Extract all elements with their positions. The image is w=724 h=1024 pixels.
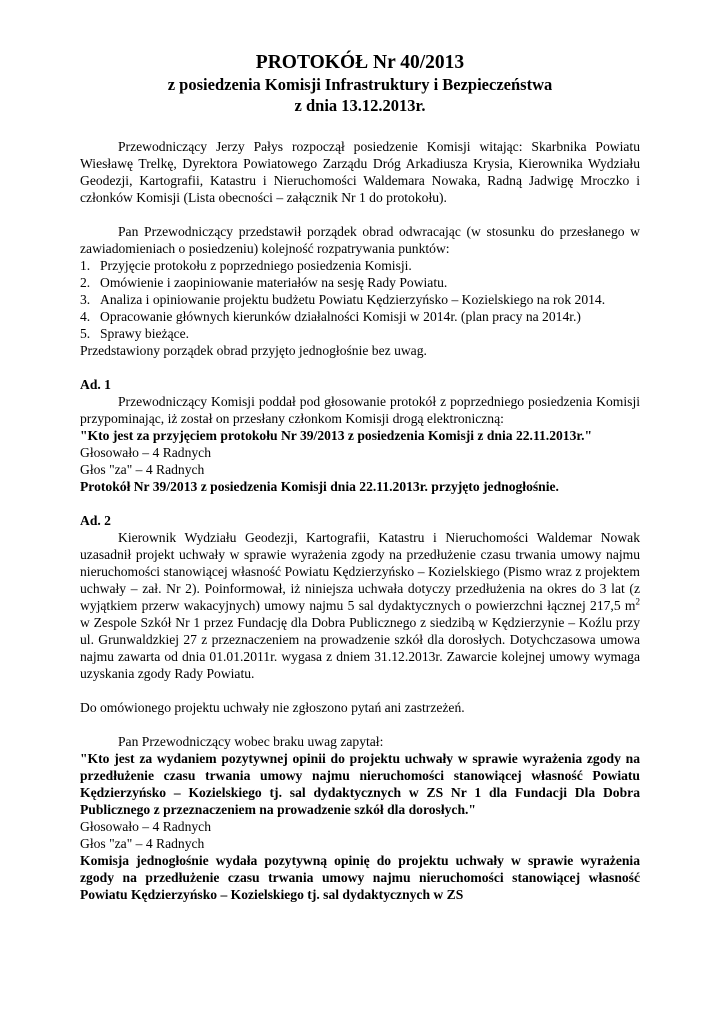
page-date: z dnia 13.12.2013r. <box>294 96 426 115</box>
intro-paragraph: Przewodniczący Jerzy Pałys rozpoczął posiedzenie Komisji witając: Skarbnika Powiatu Wiesławę Trelkę, Dyrektora Powiatowego Zarządu Dróg Arkadiusza Krysia, Kierownika Wydziału Geodezji, Kartografii, Katastru i Nieruchomości Waldemara Nowaka, Radną Jadwigę Mroczko i członków Komisji (Lista obecności – załącznik Nr 1 do protokołu). <box>80 139 640 205</box>
ad1-text: Przewodniczący Komisji poddał pod głosowanie protokół z poprzedniego posiedzenia Komisji przypominając, iż został on przesłany członkom Komisji drogą elektroniczną: <box>80 394 640 426</box>
agenda-item: 3. Analiza i opiniowanie projektu budżetu Powiatu Kędzierzyńsko – Kozielskiego na rok 2014. <box>80 292 606 307</box>
ad1-question: "Kto jest za przyjęciem protokołu Nr 39/2013 z posiedzenia Komisji z dnia 22.11.2013r." <box>80 428 593 443</box>
agenda-item: 2. Omówienie i zaopiniowanie materiałów na sesję Rady Powiatu. <box>80 275 448 290</box>
ad2-chair-asked: Pan Przewodniczący wobec braku uwag zapytał: <box>118 734 384 749</box>
ad1-for: Głos "za" – 4 Radnych <box>80 462 205 477</box>
document-page <box>80 52 640 903</box>
ad2-text: Kierownik Wydziału Geodezji, Kartografii, Katastru i Nieruchomości Waldemar Nowak uzasadnił projekt uchwały w sprawie wyrażenia zgody na przedłużenie czasu trwania umowy najmu nieruchomości stanowiącej własność Powiatu Kędzierzyńsko – Kozielskiego (Pismo wraz z projektem uchwały – zał. Nr 2). Poinformował, iż niniejsza uchwała dotyczy przedłużenia na okres do 3 lat (z wyjątkiem przerw wakacyjnych) umowy najmu 5 sal dydaktycznych o powierzchni łącznej 217,5 $m^2$ w Zespole Szkół Nr 1 przez Fundację dla Dobra Publicznego z siedzibą w Kędzierzynie – Koźlu przy ul. Grunwaldzkiej 27 z przeznaczeniem na prowadzenie szkół dla dorosłych. Dotychczasowa umowa najmu zawarta od dnia 01.01.2011r. wygasa z dniem 31.12.2013r. Zawarcie kolejnej umowy wymaga uzyskania zgody Rady Powiatu. <box>80 530 640 681</box>
agenda-item: 1. Przyjęcie protokołu z poprzedniego posiedzenia Komisji. <box>80 258 412 273</box>
agenda-item: 5. Sprawy bieżące. <box>80 326 190 341</box>
ad2-question: "Kto jest za wydaniem pozytywnej opinii do projektu uchwały w sprawie wyrażenia zgody na przedłużenie czasu trwania umowy najmu nieruchomości stanowiącej własność Powiatu Kędzierzyńsko – Kozielskiego tj. sal dydaktycznych w ZS Nr 1 dla Fundacji Dla Dobra Publicznego z przeznaczeniem na prowadzenie szkół dla dorosłych." <box>80 751 640 817</box>
superscript: 2 <box>635 596 640 607</box>
agenda-closing: Przedstawiony porządek obrad przyjęto jednogłośnie bez uwag. <box>80 343 427 358</box>
agenda-lead: Pan Przewodniczący przedstawił porządek obrad odwracając (w stosunku do przesłanego w zawiadomieniach o posiedzeniu) kolejność rozpatrywania punktów: <box>80 224 640 256</box>
agenda-item: 4. Opracowanie głównych kierunków działalności Komisji w 2014r. (plan pracy na 2014r.) <box>80 309 581 324</box>
ad1-voted: Głosowało – 4 Radnych <box>80 445 212 460</box>
page-title: PROTOKÓŁ Nr 40/2013 <box>255 52 465 73</box>
ad2-result: Komisja jednogłośnie wydała pozytywną opinię do projektu uchwały w sprawie wyrażenia zgody na przedłużenie czasu trwania umowy najmu nieruchomości stanowiącej własność Powiatu Kędzierzyńsko – Kozielskiego tj. sal dydaktycznych w ZS <box>80 853 640 902</box>
ad2-heading: Ad. 2 <box>80 513 111 528</box>
ad2-for: Głos "za" – 4 Radnych <box>80 836 205 851</box>
ad2-voted: Głosowało – 4 Radnych <box>80 819 212 834</box>
agenda-list <box>80 257 640 342</box>
ad1-heading: Ad. 1 <box>80 377 111 392</box>
ad2-no-questions: Do omówionego projektu uchwały nie zgłoszono pytań ani zastrzeżeń. <box>80 700 465 715</box>
ad1-result: Protokół Nr 39/2013 z posiedzenia Komisji dnia 22.11.2013r. przyjęto jednogłośnie. <box>80 479 559 494</box>
page-subtitle: z posiedzenia Komisji Infrastruktury i Bezpieczeństwa <box>167 75 553 94</box>
